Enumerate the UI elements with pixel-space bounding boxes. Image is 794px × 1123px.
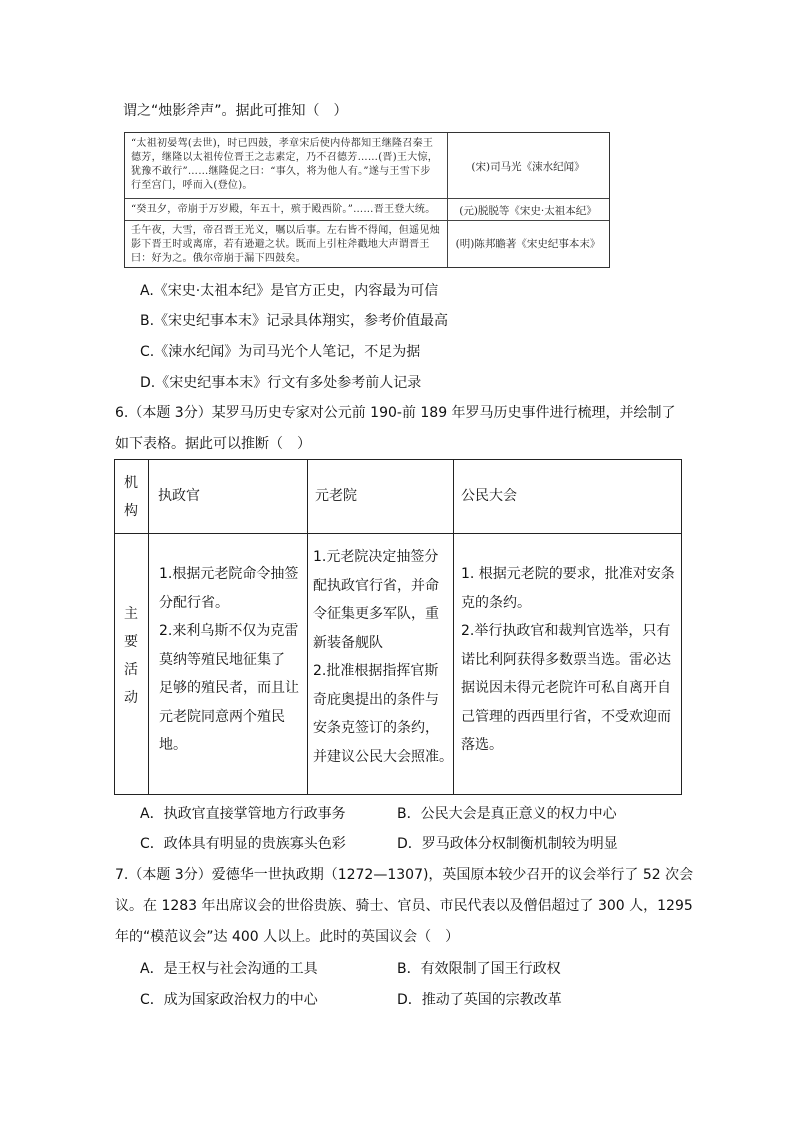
q7-option-d: D．推动了英国的宗教改革 — [397, 992, 562, 1008]
source-row-2-text: “癸丑夕，帝崩于万岁殿，年五十，殡于殿西阶。”……晋王登大统。 — [131, 204, 436, 215]
source-row-3-text: 壬午夜，大雪，帝召晋王光义，嘱以后事。左右皆不得闻，但遥见烛 影下晋王时或离席，若有逊避之状。既而上引柱斧戳地大声谓晋王 曰：好为之。俄尔帝崩于漏下四鼓矣。 — [131, 225, 440, 264]
source-row-1-ref: (宋)司马光《涑水纪闻》 — [471, 161, 585, 173]
q6-stem-line-2: 如下表格。据此可以推断（ ） — [115, 436, 311, 452]
assembly-activities: 1. 根据元老院的要求，批准对安条 克的条约。 2.举行执政官和裁判官选举，只有 诺比利阿获得多数票当选。雷必达 据说因未得元老院许可私自离开自 己管理的西西里行省，不受欢迎而 落选。 — [461, 566, 675, 753]
q7-stem-line-1: 7.（本题 3分）爱德华一世执政期（1272—1307)，英国原本较少召开的议会举行了 52 次会 — [115, 867, 694, 883]
source-row-2-ref: (元)脱脱等《宋史·太祖本纪》 — [459, 205, 597, 217]
q5-option-a: A.《宋史·太祖本纪》是官方正史，内容最为可信 — [140, 283, 439, 299]
q5-option-b: B.《宋史纪事本末》记录具体翔实，参考价值最高 — [140, 313, 449, 329]
row-label-main-activities: 主 要 活 动 — [124, 606, 138, 706]
header-senate: 元老院 — [315, 488, 357, 504]
source-row-1-text: “太祖初晏驾(去世)，时已四鼓，孝章宋后使内侍都知王继隆召秦王 德芳，继隆以太祖传位晋王之志素定，乃不召德芳……(晋)王大惊， 犹豫不敢行”……继隆促之曰：“事久，将为他人有。”遂与王雪下步 行至宫门，呼而入(登位)。 — [131, 138, 439, 191]
source-row-3-ref: (明)陈邦瞻著《宋史纪事本末》 — [455, 238, 601, 250]
q6-stem-line-1: 6.（本题 3分）某罗马历史专家对公元前 190-前 189 年罗马历史事件进行梳理，并绘制了 — [115, 405, 676, 421]
q6-option-c: C．政体具有明显的贵族寡头色彩 — [140, 836, 346, 852]
source-row-3 — [125, 221, 609, 267]
source-row-2 — [125, 199, 609, 221]
q6-option-b: B．公民大会是真正意义的权力中心 — [397, 806, 617, 822]
header-label: 机 构 — [124, 475, 138, 519]
header-assembly: 公民大会 — [461, 488, 517, 504]
source-excerpt-table — [124, 132, 610, 268]
header-consul: 执政官 — [158, 488, 200, 504]
roman-institutions-table — [114, 459, 682, 795]
q7-stem-line-3: 年的“模范议会”达 400 人以上。此时的英国议会（ ） — [115, 929, 460, 945]
question-5-intro: 谓之“烛影斧声”。据此可推知（ ） — [123, 103, 348, 119]
q7-option-b: B．有效限制了国王行政权 — [397, 961, 561, 977]
q7-option-a: A．是王权与社会沟通的工具 — [140, 961, 318, 977]
q5-option-c: C.《涑水纪闻》为司马光个人笔记，不足为据 — [140, 344, 421, 360]
q5-option-d: D.《宋史纪事本末》行文有多处参考前人记录 — [140, 375, 422, 391]
senate-activities: 1.元老院决定抽签分 配执政官行省，并命 令征集更多军队，重 新装备舰队 2.批准根据指挥官斯 奇庇奥提出的条件与 安条克签订的条约， 并建议公民大会照准。 — [313, 549, 453, 765]
q7-stem-line-2: 议。在 1283 年出席议会的世俗贵族、骑士、官员、市民代表以及僧侣超过了 300 人，1295 — [115, 898, 693, 914]
q6-option-d: D．罗马政体分权制衡机制较为明显 — [397, 836, 618, 852]
q7-option-c: C．成为国家政治权力的中心 — [140, 992, 318, 1008]
q6-option-a: A．执政官直接掌管地方行政事务 — [140, 806, 346, 822]
source-row-1 — [125, 133, 609, 199]
consul-activities: 1.根据元老院命令抽签 分配行省。 2.来利乌斯不仅为克雷 莫纳等殖民地征集了 足够的殖民者，而且让 元老院同意两个殖民 地。 — [159, 566, 299, 753]
